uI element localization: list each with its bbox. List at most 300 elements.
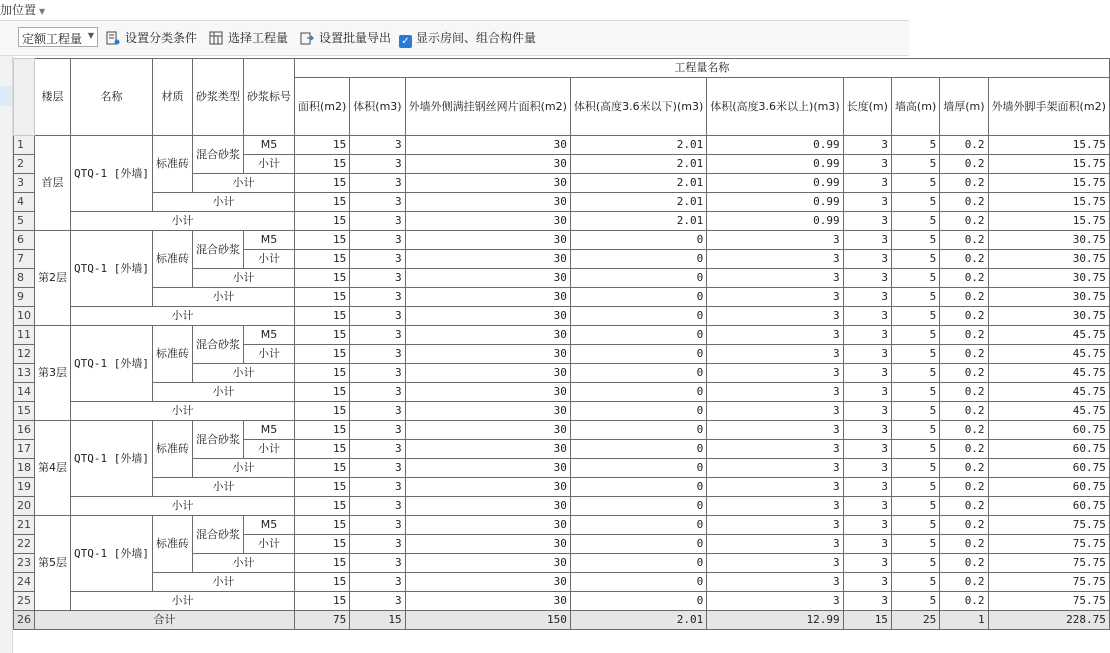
value-cell[interactable]: 5 (891, 307, 939, 326)
value-cell[interactable]: 228.75 (988, 611, 1109, 630)
value-cell[interactable]: 3 (843, 250, 891, 269)
value-cell[interactable]: 0.2 (940, 535, 988, 554)
subtotal-label[interactable]: 小计 (243, 345, 294, 364)
value-cell[interactable]: 0 (570, 535, 706, 554)
row-number[interactable]: 18 (14, 459, 35, 478)
row-number[interactable]: 1 (14, 136, 35, 155)
value-cell[interactable]: 30.75 (988, 307, 1109, 326)
subtotal-label[interactable]: 小计 (192, 174, 294, 193)
value-cell[interactable]: 15 (294, 421, 349, 440)
value-cell[interactable]: 5 (891, 269, 939, 288)
value-cell[interactable]: 0.2 (940, 250, 988, 269)
value-cell[interactable]: 3 (707, 573, 843, 592)
value-cell[interactable]: 0.2 (940, 307, 988, 326)
value-cell[interactable]: 75 (294, 611, 349, 630)
value-cell[interactable]: 15 (294, 592, 349, 611)
header-name[interactable]: 名称 (71, 59, 153, 136)
value-cell[interactable]: 3 (350, 440, 405, 459)
header-mortar-grade[interactable]: 砂浆标号 (243, 59, 294, 136)
value-cell[interactable]: 3 (707, 402, 843, 421)
table-row[interactable] (14, 421, 1110, 440)
value-cell[interactable]: 75.75 (988, 516, 1109, 535)
value-cell[interactable]: 30 (405, 383, 570, 402)
value-cell[interactable]: 0.99 (707, 174, 843, 193)
row-number[interactable]: 8 (14, 269, 35, 288)
row-number[interactable]: 6 (14, 231, 35, 250)
value-cell[interactable]: 0.2 (940, 231, 988, 250)
value-cell[interactable]: 0 (570, 554, 706, 573)
batch-export-button[interactable] (300, 29, 391, 47)
value-cell[interactable]: 3 (350, 345, 405, 364)
value-cell[interactable]: 0.2 (940, 516, 988, 535)
value-cell[interactable]: 30 (405, 440, 570, 459)
value-cell[interactable]: 60.75 (988, 421, 1109, 440)
value-cell[interactable]: 5 (891, 155, 939, 174)
value-cell[interactable]: 3 (350, 155, 405, 174)
value-cell[interactable]: 3 (350, 269, 405, 288)
value-cell[interactable]: 0 (570, 383, 706, 402)
value-cell[interactable]: 30.75 (988, 250, 1109, 269)
value-cell[interactable]: 3 (707, 269, 843, 288)
value-cell[interactable]: 15 (294, 364, 349, 383)
row-number[interactable]: 12 (14, 345, 35, 364)
value-cell[interactable]: 60.75 (988, 497, 1109, 516)
value-cell[interactable]: 12.99 (707, 611, 843, 630)
value-cell[interactable]: 3 (843, 307, 891, 326)
value-cell[interactable]: 0.99 (707, 212, 843, 231)
value-cell[interactable]: 15 (294, 307, 349, 326)
value-cell[interactable]: 3 (350, 136, 405, 155)
value-cell[interactable]: 3 (707, 459, 843, 478)
value-cell[interactable]: 5 (891, 193, 939, 212)
value-cell[interactable]: 3 (843, 326, 891, 345)
mortar-type-cell[interactable]: 混合砂浆 (192, 231, 243, 269)
header-floor[interactable]: 楼层 (35, 59, 71, 136)
table-row[interactable] (14, 402, 1110, 421)
value-cell[interactable]: 0 (570, 345, 706, 364)
name-cell[interactable]: QTQ-1 [外墙] (71, 516, 153, 592)
value-cell[interactable]: 75.75 (988, 535, 1109, 554)
value-cell[interactable]: 15.75 (988, 212, 1109, 231)
value-cell[interactable]: 0.2 (940, 440, 988, 459)
value-cell[interactable]: 30 (405, 402, 570, 421)
row-number[interactable]: 9 (14, 288, 35, 307)
floor-cell[interactable]: 首层 (35, 136, 71, 231)
value-cell[interactable]: 0.2 (940, 326, 988, 345)
value-cell[interactable]: 15 (294, 345, 349, 364)
value-cell[interactable]: 15 (294, 155, 349, 174)
subtotal-label[interactable]: 小计 (192, 459, 294, 478)
table-row[interactable] (14, 288, 1110, 307)
row-number[interactable]: 17 (14, 440, 35, 459)
value-cell[interactable]: 0 (570, 421, 706, 440)
value-cell[interactable]: 3 (707, 478, 843, 497)
value-cell[interactable]: 0.2 (940, 212, 988, 231)
header-col-8[interactable]: 外墙外脚手架面积(m2) (988, 78, 1109, 136)
value-cell[interactable]: 30.75 (988, 269, 1109, 288)
floor-cell[interactable]: 第3层 (35, 326, 71, 421)
value-cell[interactable]: 75.75 (988, 592, 1109, 611)
value-cell[interactable]: 30 (405, 212, 570, 231)
value-cell[interactable]: 2.01 (570, 611, 706, 630)
value-cell[interactable]: 5 (891, 478, 939, 497)
row-number[interactable]: 15 (14, 402, 35, 421)
name-cell[interactable]: QTQ-1 [外墙] (71, 421, 153, 497)
value-cell[interactable]: 3 (843, 516, 891, 535)
subtotal-label[interactable]: 小计 (152, 288, 294, 307)
value-cell[interactable]: 3 (707, 497, 843, 516)
value-cell[interactable]: 5 (891, 554, 939, 573)
value-cell[interactable]: 5 (891, 136, 939, 155)
header-col-4[interactable]: 体积(高度3.6米以上)(m3) (707, 78, 843, 136)
value-cell[interactable]: 30 (405, 535, 570, 554)
mortar-type-cell[interactable]: 混合砂浆 (192, 516, 243, 554)
value-cell[interactable]: 3 (350, 174, 405, 193)
value-cell[interactable]: 3 (843, 212, 891, 231)
value-cell[interactable]: 5 (891, 326, 939, 345)
header-col-0[interactable]: 面积(m2) (294, 78, 349, 136)
value-cell[interactable]: 15.75 (988, 174, 1109, 193)
value-cell[interactable]: 3 (350, 307, 405, 326)
material-cell[interactable]: 标准砖 (152, 136, 192, 193)
total-label[interactable]: 合计 (35, 611, 295, 630)
value-cell[interactable]: 3 (843, 155, 891, 174)
row-number[interactable]: 4 (14, 193, 35, 212)
name-cell[interactable]: QTQ-1 [外墙] (71, 326, 153, 402)
value-cell[interactable]: 15 (294, 402, 349, 421)
value-cell[interactable]: 5 (891, 592, 939, 611)
value-cell[interactable]: 3 (707, 440, 843, 459)
value-cell[interactable]: 3 (707, 364, 843, 383)
value-cell[interactable]: 15 (294, 459, 349, 478)
value-cell[interactable]: 0 (570, 402, 706, 421)
value-cell[interactable]: 3 (707, 516, 843, 535)
value-cell[interactable]: 3 (843, 269, 891, 288)
value-cell[interactable]: 0 (570, 478, 706, 497)
value-cell[interactable]: 3 (350, 402, 405, 421)
value-cell[interactable]: 2.01 (570, 174, 706, 193)
value-cell[interactable]: 5 (891, 231, 939, 250)
table-row[interactable] (14, 231, 1110, 250)
value-cell[interactable]: 0 (570, 288, 706, 307)
value-cell[interactable]: 2.01 (570, 136, 706, 155)
value-cell[interactable]: 3 (350, 383, 405, 402)
value-cell[interactable]: 0 (570, 250, 706, 269)
header-col-5[interactable]: 长度(m) (843, 78, 891, 136)
value-cell[interactable]: 3 (843, 478, 891, 497)
subtotal-label[interactable]: 小计 (243, 250, 294, 269)
subtotal-label[interactable]: 小计 (71, 497, 295, 516)
value-cell[interactable]: 0.2 (940, 364, 988, 383)
value-cell[interactable]: 3 (843, 554, 891, 573)
value-cell[interactable]: 3 (707, 250, 843, 269)
value-cell[interactable]: 3 (843, 174, 891, 193)
floor-cell[interactable]: 第4层 (35, 421, 71, 516)
value-cell[interactable]: 15 (294, 326, 349, 345)
value-cell[interactable]: 5 (891, 535, 939, 554)
subtotal-label[interactable]: 小计 (71, 307, 295, 326)
value-cell[interactable]: 2.01 (570, 193, 706, 212)
value-cell[interactable]: 15 (294, 516, 349, 535)
value-cell[interactable]: 30 (405, 326, 570, 345)
value-cell[interactable]: 15 (294, 174, 349, 193)
row-number[interactable]: 26 (14, 611, 35, 630)
value-cell[interactable]: 0 (570, 269, 706, 288)
table-row[interactable] (14, 136, 1110, 155)
value-cell[interactable]: 0 (570, 440, 706, 459)
value-cell[interactable]: 0.2 (940, 459, 988, 478)
header-mortar-type[interactable]: 砂浆类型 (192, 59, 243, 136)
value-cell[interactable]: 45.75 (988, 402, 1109, 421)
table-row[interactable] (14, 326, 1110, 345)
position-dropdown[interactable] (0, 1, 45, 18)
subtotal-label[interactable]: 小计 (192, 364, 294, 383)
value-cell[interactable]: 30 (405, 459, 570, 478)
value-cell[interactable]: 3 (843, 383, 891, 402)
value-cell[interactable]: 3 (350, 421, 405, 440)
value-cell[interactable]: 60.75 (988, 459, 1109, 478)
value-cell[interactable]: 5 (891, 440, 939, 459)
value-cell[interactable]: 0.99 (707, 155, 843, 174)
row-number[interactable]: 3 (14, 174, 35, 193)
row-number[interactable]: 5 (14, 212, 35, 231)
value-cell[interactable]: 5 (891, 459, 939, 478)
value-cell[interactable]: 3 (350, 364, 405, 383)
header-col-3[interactable]: 体积(高度3.6米以下)(m3) (570, 78, 706, 136)
value-cell[interactable]: 5 (891, 364, 939, 383)
value-cell[interactable]: 75.75 (988, 554, 1109, 573)
value-cell[interactable]: 15 (294, 478, 349, 497)
table-row[interactable] (14, 307, 1110, 326)
value-cell[interactable]: 5 (891, 174, 939, 193)
value-cell[interactable]: 3 (350, 573, 405, 592)
value-cell[interactable]: 15 (294, 497, 349, 516)
floor-cell[interactable]: 第2层 (35, 231, 71, 326)
value-cell[interactable]: 0 (570, 326, 706, 345)
value-cell[interactable]: 30 (405, 364, 570, 383)
value-cell[interactable]: 3 (843, 193, 891, 212)
value-cell[interactable]: 3 (350, 592, 405, 611)
value-cell[interactable]: 0.2 (940, 345, 988, 364)
subtotal-label[interactable]: 小计 (152, 478, 294, 497)
value-cell[interactable]: 15 (294, 535, 349, 554)
value-cell[interactable]: 15 (294, 212, 349, 231)
value-cell[interactable]: 30 (405, 345, 570, 364)
value-cell[interactable]: 0 (570, 231, 706, 250)
table-row[interactable] (14, 478, 1110, 497)
table-row[interactable] (14, 212, 1110, 231)
mortar-type-cell[interactable]: 混合砂浆 (192, 421, 243, 459)
value-cell[interactable]: 5 (891, 345, 939, 364)
table-row[interactable] (14, 516, 1110, 535)
name-cell[interactable]: QTQ-1 [外墙] (71, 231, 153, 307)
value-cell[interactable]: 15 (294, 269, 349, 288)
subtotal-label[interactable]: 小计 (152, 573, 294, 592)
value-cell[interactable]: 5 (891, 383, 939, 402)
header-material[interactable]: 材质 (152, 59, 192, 136)
value-cell[interactable]: 0 (570, 516, 706, 535)
subtotal-label[interactable]: 小计 (192, 269, 294, 288)
table-row[interactable] (14, 592, 1110, 611)
value-cell[interactable]: 30 (405, 250, 570, 269)
value-cell[interactable]: 60.75 (988, 440, 1109, 459)
table-row[interactable] (14, 497, 1110, 516)
row-number[interactable]: 20 (14, 497, 35, 516)
value-cell[interactable]: 3 (707, 535, 843, 554)
value-cell[interactable]: 25 (891, 611, 939, 630)
value-cell[interactable]: 3 (843, 459, 891, 478)
value-cell[interactable]: 45.75 (988, 345, 1109, 364)
value-cell[interactable]: 3 (843, 573, 891, 592)
mortar-type-cell[interactable]: 混合砂浆 (192, 326, 243, 364)
name-cell[interactable]: QTQ-1 [外墙] (71, 136, 153, 212)
value-cell[interactable]: 3 (350, 478, 405, 497)
subtotal-label[interactable]: 小计 (71, 212, 295, 231)
subtotal-label[interactable]: 小计 (243, 535, 294, 554)
value-cell[interactable]: 3 (707, 383, 843, 402)
value-cell[interactable]: 3 (350, 459, 405, 478)
value-cell[interactable]: 30 (405, 307, 570, 326)
value-cell[interactable]: 5 (891, 402, 939, 421)
value-cell[interactable]: 3 (843, 288, 891, 307)
subtotal-label[interactable]: 小计 (152, 383, 294, 402)
value-cell[interactable]: 3 (350, 231, 405, 250)
value-cell[interactable]: 30.75 (988, 231, 1109, 250)
value-cell[interactable]: 0.99 (707, 136, 843, 155)
select-quantity-button[interactable] (209, 29, 288, 47)
value-cell[interactable]: 150 (405, 611, 570, 630)
value-cell[interactable]: 30 (405, 478, 570, 497)
value-cell[interactable]: 15 (294, 231, 349, 250)
subtotal-label[interactable]: 小计 (71, 592, 295, 611)
value-cell[interactable]: 0.2 (940, 402, 988, 421)
value-cell[interactable]: 0.2 (940, 193, 988, 212)
value-cell[interactable]: 0.2 (940, 383, 988, 402)
value-cell[interactable]: 5 (891, 573, 939, 592)
header-col-2[interactable]: 外墙外侧满挂钢丝网片面积(m2) (405, 78, 570, 136)
value-cell[interactable]: 0 (570, 307, 706, 326)
row-number[interactable]: 24 (14, 573, 35, 592)
value-cell[interactable]: 0.2 (940, 155, 988, 174)
row-number[interactable]: 19 (14, 478, 35, 497)
value-cell[interactable]: 3 (843, 535, 891, 554)
scope-select[interactable] (18, 27, 98, 47)
value-cell[interactable]: 2.01 (570, 155, 706, 174)
material-cell[interactable]: 标准砖 (152, 421, 192, 478)
mortar-grade-cell[interactable]: M5 (243, 421, 294, 440)
value-cell[interactable]: 45.75 (988, 383, 1109, 402)
value-cell[interactable]: 3 (843, 345, 891, 364)
header-col-6[interactable]: 墙高(m) (891, 78, 939, 136)
value-cell[interactable]: 3 (350, 497, 405, 516)
value-cell[interactable]: 30 (405, 155, 570, 174)
total-row[interactable] (14, 611, 1110, 630)
row-number[interactable]: 25 (14, 592, 35, 611)
row-number[interactable]: 21 (14, 516, 35, 535)
value-cell[interactable]: 2.01 (570, 212, 706, 231)
row-number[interactable]: 11 (14, 326, 35, 345)
value-cell[interactable]: 15 (294, 440, 349, 459)
value-cell[interactable]: 3 (350, 326, 405, 345)
value-cell[interactable]: 15.75 (988, 193, 1109, 212)
value-cell[interactable]: 3 (707, 307, 843, 326)
value-cell[interactable]: 5 (891, 497, 939, 516)
value-cell[interactable]: 3 (843, 421, 891, 440)
value-cell[interactable]: 0.2 (940, 136, 988, 155)
material-cell[interactable]: 标准砖 (152, 516, 192, 573)
value-cell[interactable]: 15 (294, 573, 349, 592)
value-cell[interactable]: 0.2 (940, 478, 988, 497)
value-cell[interactable]: 3 (350, 535, 405, 554)
value-cell[interactable]: 0.2 (940, 269, 988, 288)
value-cell[interactable]: 0 (570, 573, 706, 592)
row-number[interactable]: 13 (14, 364, 35, 383)
value-cell[interactable]: 75.75 (988, 573, 1109, 592)
header-col-1[interactable]: 体积(m3) (350, 78, 405, 136)
subtotal-label[interactable]: 小计 (243, 440, 294, 459)
value-cell[interactable]: 3 (350, 554, 405, 573)
value-cell[interactable]: 30 (405, 288, 570, 307)
value-cell[interactable]: 3 (707, 326, 843, 345)
row-number[interactable]: 23 (14, 554, 35, 573)
value-cell[interactable]: 3 (707, 288, 843, 307)
value-cell[interactable]: 0.2 (940, 554, 988, 573)
value-cell[interactable]: 15 (350, 611, 405, 630)
table-row[interactable] (14, 383, 1110, 402)
subtotal-label[interactable]: 小计 (243, 155, 294, 174)
value-cell[interactable]: 15 (294, 288, 349, 307)
floor-cell[interactable]: 第5层 (35, 516, 71, 611)
value-cell[interactable]: 3 (707, 231, 843, 250)
table-row[interactable] (14, 573, 1110, 592)
classify-conditions-button[interactable] (106, 29, 197, 47)
value-cell[interactable]: 30 (405, 421, 570, 440)
value-cell[interactable]: 30 (405, 497, 570, 516)
material-cell[interactable]: 标准砖 (152, 231, 192, 288)
row-number[interactable]: 10 (14, 307, 35, 326)
value-cell[interactable]: 5 (891, 421, 939, 440)
table-row[interactable] (14, 193, 1110, 212)
value-cell[interactable]: 30 (405, 136, 570, 155)
value-cell[interactable]: 3 (350, 193, 405, 212)
value-cell[interactable]: 0.99 (707, 193, 843, 212)
row-number[interactable]: 14 (14, 383, 35, 402)
value-cell[interactable]: 5 (891, 212, 939, 231)
value-cell[interactable]: 45.75 (988, 364, 1109, 383)
mortar-grade-cell[interactable]: M5 (243, 136, 294, 155)
value-cell[interactable]: 3 (843, 497, 891, 516)
value-cell[interactable]: 0 (570, 497, 706, 516)
value-cell[interactable]: 60.75 (988, 478, 1109, 497)
value-cell[interactable]: 3 (843, 136, 891, 155)
show-rooms-checkbox[interactable] (399, 29, 536, 48)
subtotal-label[interactable]: 小计 (71, 402, 295, 421)
value-cell[interactable]: 15.75 (988, 155, 1109, 174)
mortar-grade-cell[interactable]: M5 (243, 516, 294, 535)
mortar-type-cell[interactable]: 混合砂浆 (192, 136, 243, 174)
value-cell[interactable]: 0 (570, 459, 706, 478)
value-cell[interactable]: 0.2 (940, 421, 988, 440)
value-cell[interactable]: 15 (294, 554, 349, 573)
value-cell[interactable]: 3 (843, 402, 891, 421)
row-number[interactable]: 16 (14, 421, 35, 440)
value-cell[interactable]: 0.2 (940, 573, 988, 592)
value-cell[interactable]: 3 (350, 212, 405, 231)
value-cell[interactable]: 3 (350, 250, 405, 269)
value-cell[interactable]: 30 (405, 231, 570, 250)
row-number[interactable]: 7 (14, 250, 35, 269)
value-cell[interactable]: 0 (570, 592, 706, 611)
